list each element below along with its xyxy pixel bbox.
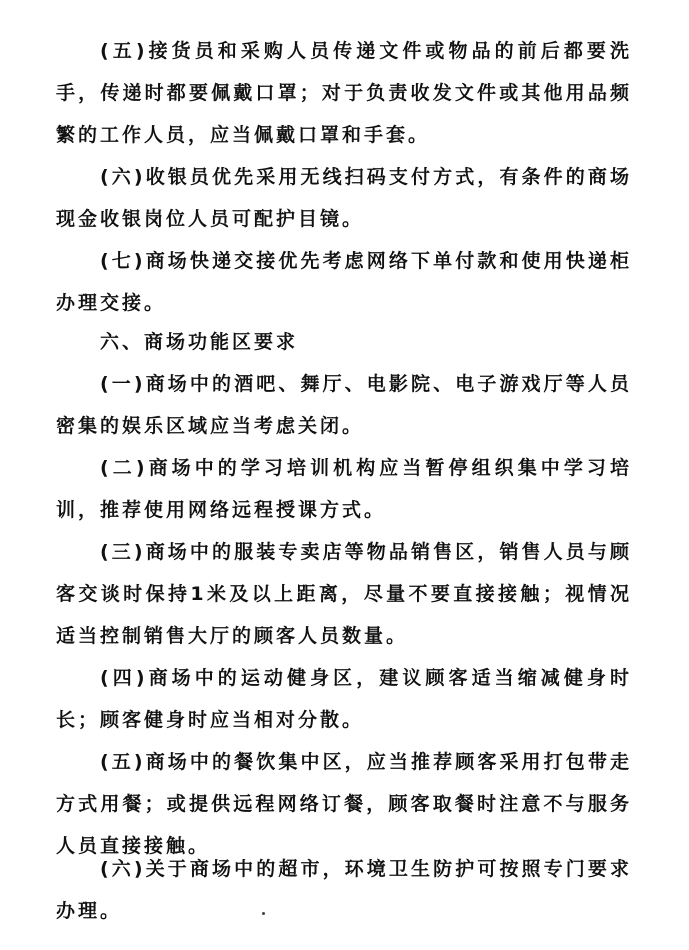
paragraph-training-institutions: (二)商场中的学习培训机构应当暂停组织集中学习培训，推荐使用网络远程授课方式。 [56,457,632,521]
paragraph-dining-area: (五)商场中的餐饮集中区，应当推荐顾客采用打包带走方式用餐；或提供远程网络订餐，顾客取餐时注意不与服务人员直接接触。 [56,751,632,857]
paragraph-entertainment-area: (一)商场中的酒吧、舞厅、电影院、电子游戏厅等人员密集的娱乐区域应当考虑关闭。 [56,373,632,437]
paragraph-clothing-stores: (三)商场中的服装专卖店等物品销售区，销售人员与顾客交谈时保持1米及以上距离，尽量不要直接接触；视情况适当控制销售大厅的顾客人员数量。 [56,541,632,647]
paragraph-cashier: (六)收银员优先采用无线扫码支付方式，有条件的商场现金收银岗位人员可配护目镜。 [56,166,632,230]
paragraph-fitness-area: (四)商场中的运动健身区，建议顾客适当缩减健身时长；顾客健身时应当相对分散。 [56,667,632,731]
paragraph-supermarket: (六)关于商场中的超市，环境卫生防护可按照专门要求办理。 [56,858,632,922]
paragraph-receiving-staff: (五)接货员和采购人员传递文件或物品的前后都要洗手，传递时都要佩戴口罩；对于负责收发文件或其他用品频繁的工作人员，应当佩戴口罩和手套。 [56,40,632,146]
section-heading: 六、商场功能区要求 [100,331,299,353]
paragraph-express-delivery: (七)商场快递交接优先考虑网络下单付款和使用快递柜办理交接。 [56,250,632,314]
scan-dot [262,912,265,915]
